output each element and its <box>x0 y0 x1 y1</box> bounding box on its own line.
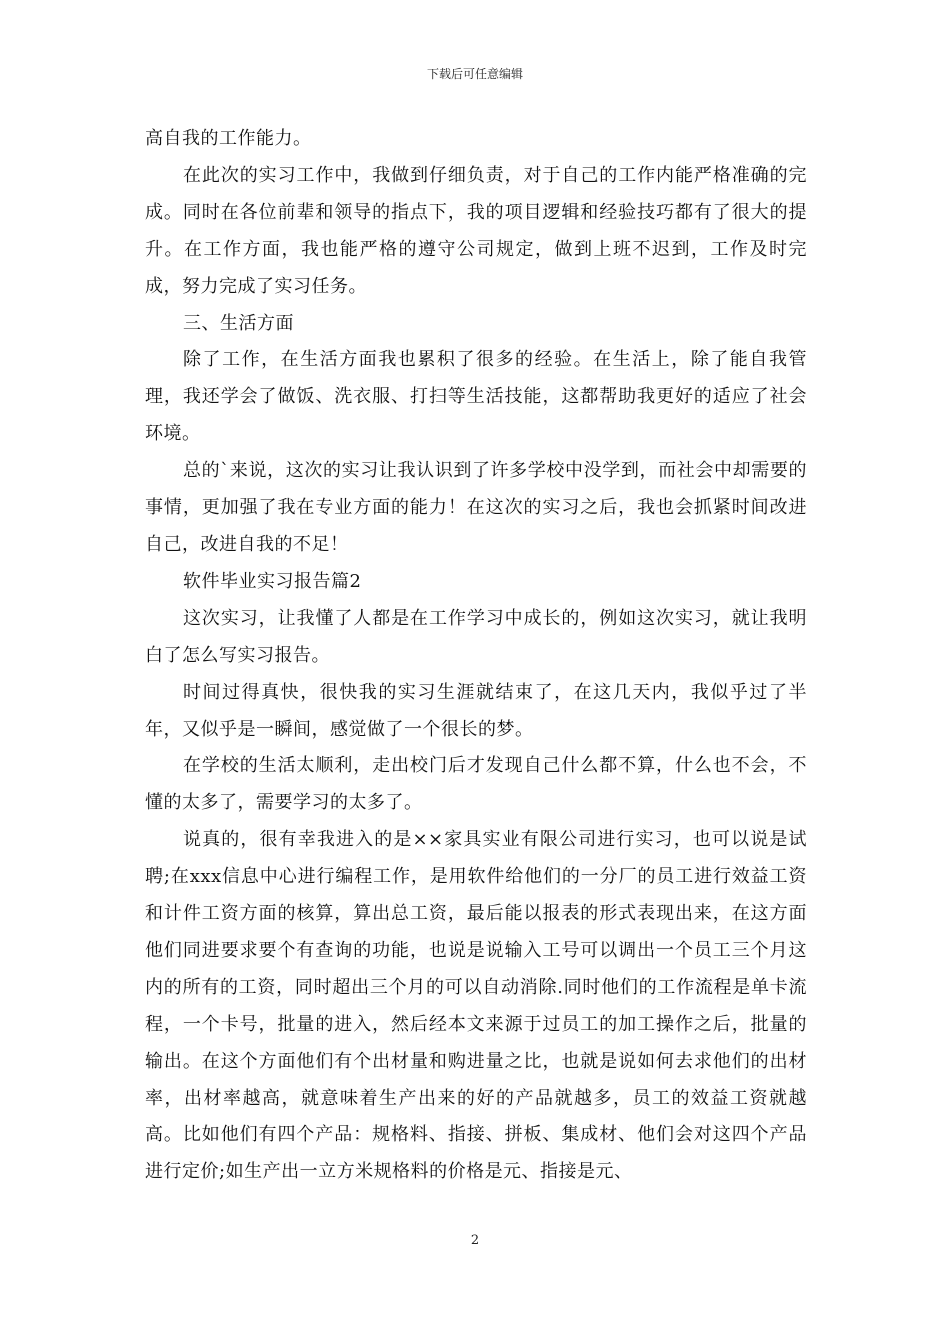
paragraph: 在学校的生活太顺利，走出校门后才发现自己什么都不算，什么也不会，不懂的太多了，需要学习的太多了。 <box>145 755 807 814</box>
paragraph: 时间过得真快，很快我的实习生涯就结束了，在这几天内，我似乎过了半年，又似乎是一瞬间，感觉做了一个很长的梦。 <box>145 681 807 740</box>
page-number: 2 <box>470 1233 480 1248</box>
paragraph: 说真的，很有幸我进入的是××家具实业有限公司进行实习，也可以说是试聘;在xxx信息中心进行编程工作，是用软件给他们的一分厂的员工进行效益工资和计件工资方面的核算，算出总工资，最后能以报表的形式表现出来，在这方面他们同进要求要个有查询的功能，也说是说输入工号可以调出一个员工三个月这内的所有的工资，同时超出三个月的可以自动消除.同时他们的工作流程是单卡流程，一个卡号，批量的进入，然后经本文来源于过员工的加工操作之后，批量的输出。在这个方面他们有个出材量和购进量之比，也就是说如何去求他们的出材率，出材率越高，就意味着生产出来的好的产品就越多，员工的效益工资就越高。比如他们有四个产品：规格料、指接、拼板、集成材、他们会对这四个产品进行定价;如生产出一立方米规格料的价格是元、指接是元、 <box>145 829 807 1183</box>
section-heading: 三、生活方面 <box>183 312 294 334</box>
paragraph: 这次实习，让我懂了人都是在工作学习中成长的，例如这次实习，就让我明白了怎么写实习报告。 <box>145 607 807 666</box>
paragraph: 高自我的工作能力。 <box>145 128 312 149</box>
report-title: 软件毕业实习报告篇2 <box>183 570 362 592</box>
paragraph: 总的`来说，这次的实习让我认识到了许多学校中没学到，而社会中却需要的事情，更加强了我在专业方面的能力！在这次的实习之后，我也会抓紧时间改进自己，改进自我的不足！ <box>145 460 807 555</box>
paragraph: 在此次的实习工作中，我做到仔细负责，对于自己的工作内能严格准确的完成。同时在各位前辈和领导的指点下，我的项目逻辑和经验技巧都有了很大的提升。在工作方面，我也能严格的遵守公司规定，做到上班不迟到，工作及时完成，努力完成了实习任务。 <box>145 164 807 297</box>
document-body <box>145 121 807 1191</box>
paragraph: 除了工作，在生活方面我也累积了很多的经验。在生活上，除了能自我管理，我还学会了做饭、洗衣服、打扫等生活技能，这都帮助我更好的适应了社会环境。 <box>145 349 807 445</box>
page-header: 下载后可任意编辑 <box>426 67 523 81</box>
